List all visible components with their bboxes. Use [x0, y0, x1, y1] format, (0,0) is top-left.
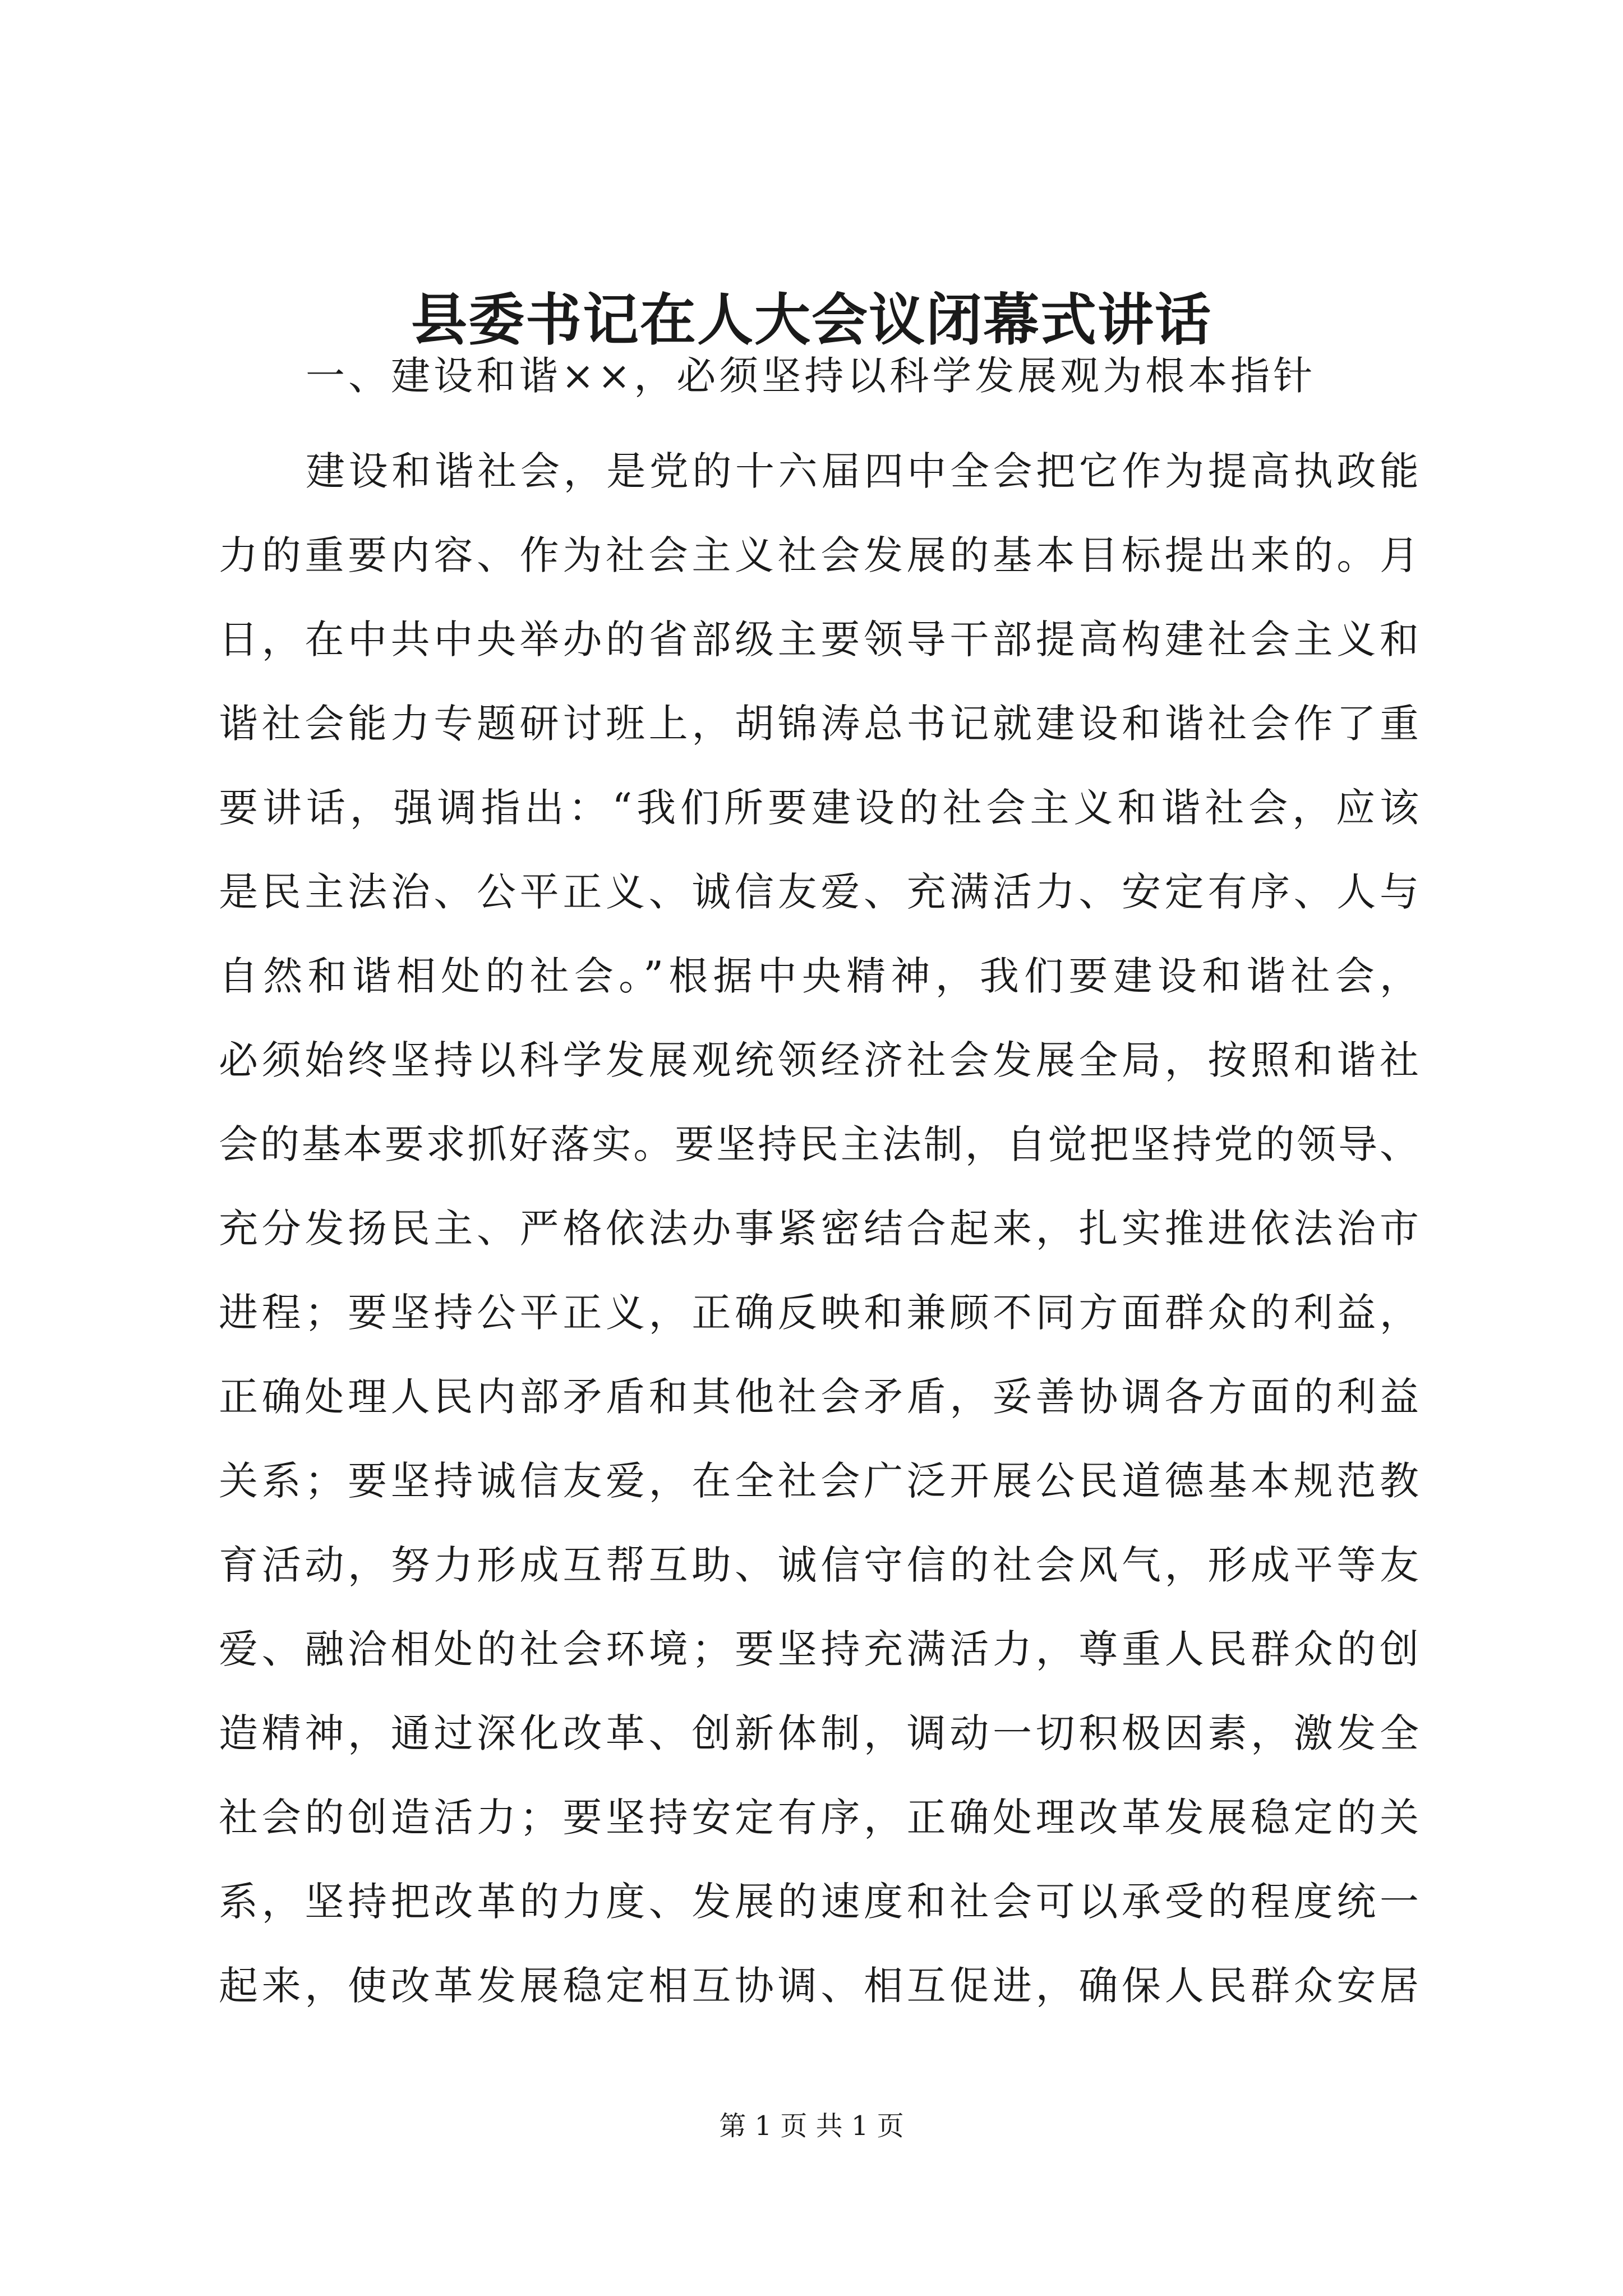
- paragraph-line: 关系；要坚持诚信友爱，在全社会广泛开展公民道德基本规范教: [219, 1458, 1419, 1504]
- section-heading: 一、建设和谐××，必须坚持以科学发展观为根本指针: [306, 353, 1316, 399]
- document-title: 县委书记在人大会议闭幕式讲话: [411, 287, 1212, 353]
- paragraph-line: 谐社会能力专题研讨班上，胡锦涛总书记就建设和谐社会作了重: [219, 701, 1419, 747]
- paragraph-line: 自然和谐相处的社会。”根据中央精神，我们要建设和谐社会，: [219, 953, 1419, 999]
- paragraph-line: 系，坚持把改革的力度、发展的速度和社会可以承受的程度统一: [219, 1879, 1419, 1925]
- paragraph-line: 会的基本要求抓好落实。要坚持民主法制，自觉把坚持党的领导、: [219, 1121, 1419, 1167]
- paragraph-line: 育活动，努力形成互帮互助、诚信守信的社会风气，形成平等友: [219, 1542, 1419, 1588]
- paragraph-line: 进程；要坚持公平正义，正确反映和兼顾不同方面群众的利益，: [219, 1290, 1419, 1336]
- paragraph-line: 起来，使改革发展稳定相互协调、相互促进，确保人民群众安居: [219, 1963, 1419, 2009]
- paragraph-line: 建设和谐社会，是党的十六届四中全会把它作为提高执政能: [306, 448, 1419, 494]
- paragraph-line: 力的重要内容、作为社会主义社会发展的基本目标提出来的。月: [219, 532, 1419, 578]
- paragraph-line: 爱、融洽相处的社会环境；要坚持充满活力，尊重人民群众的创: [219, 1626, 1419, 1672]
- paragraph-line: 要讲话，强调指出：“我们所要建设的社会主义和谐社会，应该: [219, 785, 1419, 831]
- paragraph-line: 正确处理人民内部矛盾和其他社会矛盾，妥善协调各方面的利益: [219, 1374, 1419, 1420]
- paragraph-line: 日，在中共中央举办的省部级主要领导干部提高构建社会主义和: [219, 616, 1419, 662]
- paragraph-line: 社会的创造活力；要坚持安定有序，正确处理改革发展稳定的关: [219, 1795, 1419, 1841]
- paragraph-line: 必须始终坚持以科学发展观统领经济社会发展全局，按照和谐社: [219, 1037, 1419, 1083]
- paragraph-line: 造精神，通过深化改革、创新体制，调动一切积极因素，激发全: [219, 1710, 1419, 1756]
- page-number-footer: 第 1 页 共 1 页: [719, 2110, 904, 2142]
- paragraph-line: 是民主法治、公平正义、诚信友爱、充满活力、安定有序、人与: [219, 869, 1419, 915]
- paragraph-line: 充分发扬民主、严格依法办事紧密结合起来，扎实推进依法治市: [219, 1205, 1419, 1251]
- body-paragraph: [219, 429, 1419, 2028]
